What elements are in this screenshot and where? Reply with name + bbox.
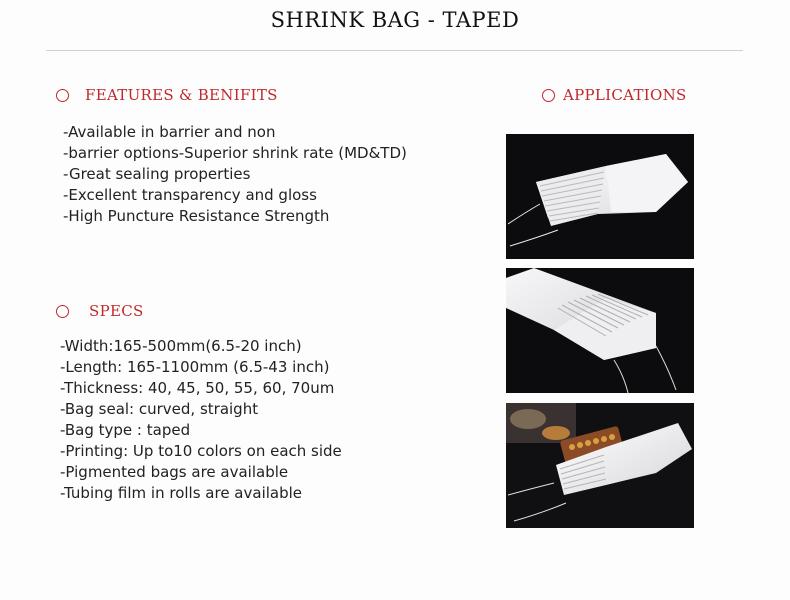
circle-bullet-icon — [56, 305, 69, 318]
applications-heading — [542, 86, 687, 104]
circle-bullet-icon — [56, 89, 69, 102]
applications-heading-label: APPLICATIONS — [563, 86, 687, 104]
specs-item: -Bag seal: curved, straight — [60, 400, 259, 418]
specs-item: -Thickness: 40, 45, 50, 55, 60, 70um — [60, 379, 335, 397]
specs-item: -Length: 165-1100mm (6.5-43 inch) — [60, 358, 330, 376]
application-photo-2 — [506, 268, 694, 393]
features-item: -Available in barrier and non — [63, 123, 276, 141]
features-item: -barrier options-Superior shrink rate (MD&TD) — [63, 144, 407, 162]
specs-item: -Printing: Up to10 colors on each side — [60, 442, 342, 460]
features-heading — [56, 86, 278, 104]
features-item: -Excellent transparency and gloss — [63, 186, 317, 204]
circle-bullet-icon — [542, 89, 555, 102]
application-photo-1 — [506, 134, 694, 259]
specs-item: -Bag type : taped — [60, 421, 191, 439]
features-item: -Great sealing properties — [63, 165, 251, 183]
specs-item: -Width:165-500mm(6.5-20 inch) — [60, 337, 302, 355]
application-photo-3 — [506, 403, 694, 528]
specs-heading-label: SPECS — [89, 302, 144, 320]
specs-list — [60, 336, 342, 504]
features-list — [63, 122, 407, 227]
page-title: SHRINK BAG - TAPED — [270, 8, 520, 32]
specs-heading — [56, 302, 144, 320]
specs-item: -Pigmented bags are available — [60, 463, 289, 481]
title-divider — [46, 50, 743, 51]
features-item: -High Puncture Resistance Strength — [63, 207, 330, 225]
specs-item: -Tubing film in rolls are available — [60, 484, 303, 502]
features-heading-label: FEATURES & BENIFITS — [85, 86, 278, 104]
